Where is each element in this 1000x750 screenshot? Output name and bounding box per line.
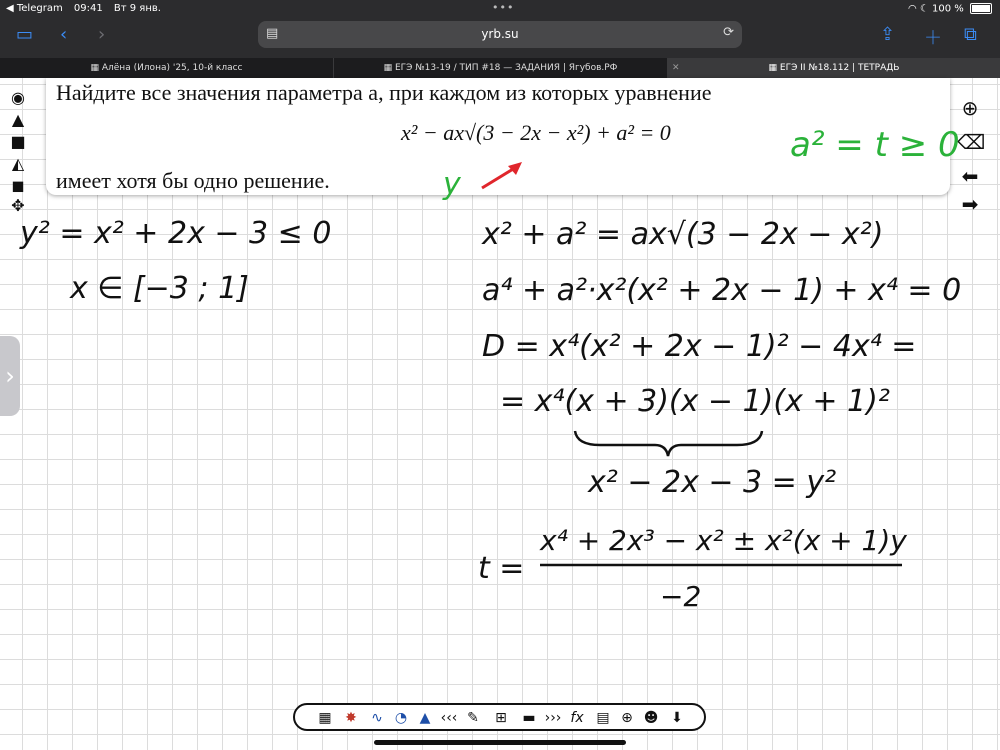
square-icon[interactable]: ■	[10, 132, 26, 151]
users-icon[interactable]: ☻	[643, 710, 659, 726]
add-circle-icon[interactable]: ⊕	[621, 710, 633, 726]
pen-icon[interactable]: ✎	[467, 710, 479, 726]
cube-icon[interactable]: ◼	[11, 176, 25, 195]
grid-icon: ▦	[383, 63, 395, 73]
tab-1[interactable]	[0, 58, 334, 78]
clapperboard-icon[interactable]: ▬	[522, 710, 536, 726]
whiteboard-canvas[interactable]	[0, 78, 1000, 750]
right-line-4: = x⁴(x + 3)(x − 1)(x + 1)²	[500, 384, 890, 419]
move-icon[interactable]: ✥	[11, 196, 25, 215]
grid-icon: ▦	[90, 63, 102, 73]
browser-toolbar	[0, 18, 1000, 58]
home-indicator	[374, 740, 626, 745]
tab-label: ЕГЭ №13-19 / ТИП #18 — ЗАДАНИЯ | Ягубов.РФ	[394, 63, 618, 73]
right-line-5: x² − 2x − 3 = y²	[588, 465, 837, 500]
right-line-1: x² + a² = ax√(3 − 2x − x²)	[482, 217, 884, 252]
target-icon[interactable]: ◉	[11, 88, 25, 107]
whiteboard-icon[interactable]: ▤	[596, 710, 610, 726]
triangle-icon[interactable]: ▲	[11, 110, 25, 129]
close-tab-icon[interactable]: ✕	[672, 63, 680, 73]
status-bar	[0, 0, 1000, 18]
wifi-icon: ◠	[907, 3, 917, 15]
crosshair-icon[interactable]: ⊕	[961, 96, 979, 120]
address-bar[interactable]	[258, 21, 742, 48]
red-arrow-head	[508, 162, 522, 175]
pyramid-shape-icon[interactable]: ▲	[419, 710, 431, 726]
undo-arrow-icon[interactable]: ⬅	[961, 164, 979, 188]
scroll-right-icon[interactable]: ›››	[544, 710, 562, 726]
fraction-denominator: −2	[660, 580, 702, 613]
reload-icon[interactable]: ⟳	[723, 25, 734, 40]
operations-icon[interactable]: ⊞	[495, 710, 507, 726]
status-time: 09:41	[73, 3, 103, 14]
tab-label: Алёна (Илона) '25, 10-й класс	[101, 63, 243, 73]
handwriting-layer	[0, 78, 1000, 750]
tab-bar	[0, 58, 1000, 78]
tab-label: ЕГЭ II №18.112 | ТЕТРАДЬ	[779, 63, 900, 73]
new-tab-icon[interactable]: ＋	[924, 28, 942, 49]
problem-text-line2: имеет хотя бы одно решение.	[56, 168, 330, 193]
share-icon[interactable]: ⇪	[880, 24, 896, 45]
right-line-3: D = x⁴(x² + 2x − 1)² − 4x⁴ =	[482, 329, 917, 364]
sidebar-icon[interactable]: ▭	[16, 24, 34, 45]
starburst-icon[interactable]: ✸	[345, 710, 357, 726]
tool-palette	[293, 703, 706, 731]
protractor-icon[interactable]: ◔	[394, 710, 408, 726]
scroll-left-icon[interactable]: ‹‹‹	[440, 710, 458, 726]
back-icon[interactable]: ‹	[60, 24, 68, 45]
left-line-1: y² = x² + 2x − 3 ≤ 0	[20, 216, 332, 251]
curly-brace	[575, 431, 762, 456]
url-text: yrb.su	[481, 27, 519, 41]
problem-text-line1: Найдите все значения параметра a, при каждом из которых уравнение	[56, 80, 712, 105]
download-icon[interactable]: ⬇	[671, 710, 683, 726]
t-equals: t =	[478, 551, 525, 586]
problem-equation: x² − ax√(3 − 2x − x²) + a² = 0	[401, 120, 671, 145]
multitask-dots-icon[interactable]: •••	[492, 1, 515, 14]
status-date: Вт 9 янв.	[113, 3, 161, 14]
left-line-2: x ∈ [−3 ; 1]	[70, 271, 249, 306]
redo-arrow-icon[interactable]: ➡	[961, 192, 979, 216]
pyramid-icon[interactable]: ◭	[11, 154, 25, 173]
tabs-overview-icon[interactable]: ⧉	[964, 24, 977, 45]
moon-icon: ☾	[919, 3, 929, 15]
forward-icon[interactable]: ›	[98, 24, 106, 45]
function-icon[interactable]: fx	[570, 710, 584, 726]
fraction-numerator: x⁴ + 2x³ − x² ± x²(x + 1)y	[540, 524, 907, 557]
tab-3-active[interactable]	[668, 58, 1000, 78]
note-a2-t: a² = t ≥ 0	[790, 125, 960, 165]
back-to-app-link[interactable]: ◀ Telegram	[6, 3, 63, 14]
page-menu-icon[interactable]: ▤	[266, 26, 279, 41]
note-y: y	[443, 167, 461, 202]
calculator-icon[interactable]: ▦	[318, 710, 332, 726]
tab-2[interactable]	[334, 58, 668, 78]
grid-icon: ▦	[768, 63, 780, 73]
curve-icon[interactable]: ∿	[371, 710, 383, 726]
right-line-2: a⁴ + a²·x²(x² + 2x − 1) + x⁴ = 0	[482, 273, 962, 308]
battery-icon	[970, 3, 992, 14]
battery-percent: 100 %	[932, 3, 964, 15]
side-panel-handle[interactable]: ›	[0, 336, 20, 416]
eraser-icon[interactable]: ⌫	[957, 130, 986, 154]
